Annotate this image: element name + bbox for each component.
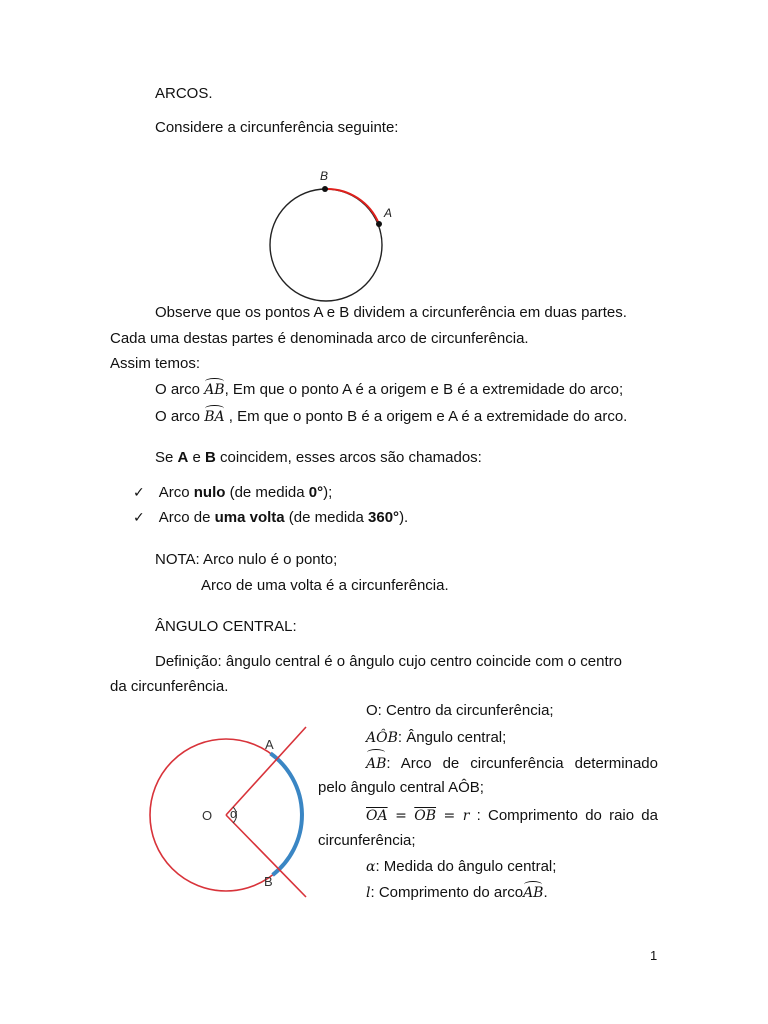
- bullet1-p1: Arco: [158, 484, 194, 501]
- l-end: .: [543, 884, 548, 901]
- alpha-symbol: α: [366, 859, 376, 875]
- arc-ba-text: , Em que o ponto B é a origem e A é a extremidade do arco.: [224, 408, 628, 425]
- bullet-arco-uma-volta: [133, 508, 408, 528]
- label-a: A: [265, 737, 274, 752]
- legend-l: [366, 883, 548, 903]
- bullet2-bold2: 360°: [368, 509, 400, 526]
- arc-ba-symbol: BA: [204, 409, 225, 425]
- bullet2-p2: (de medida: [284, 509, 369, 526]
- bullet1-p2: (de medida: [225, 484, 309, 501]
- section-title-angulo-central: ÂNGULO CENTRAL:: [155, 618, 297, 635]
- point-a: [376, 221, 382, 227]
- legend-oa: [366, 803, 658, 829]
- label-alpha: α: [230, 806, 238, 821]
- coincide-b: B: [205, 449, 216, 466]
- coincide-rest: coincidem, esses arcos são chamados:: [215, 449, 482, 466]
- arc-ab-blue: [271, 753, 302, 875]
- definition-line2: da circunferência.: [110, 678, 229, 695]
- oa-text: : Comprimento do raio da: [469, 807, 658, 824]
- point-b: [322, 186, 328, 192]
- label-o: O: [202, 808, 213, 823]
- r-symbol: r: [462, 808, 470, 824]
- bullet2-p1: Arco de: [158, 509, 215, 526]
- eq2: =: [436, 808, 463, 824]
- checkmark-icon: ✓: [133, 485, 145, 501]
- arc-ab-text: , Em que o ponto A é a origem e B é a extremidade do arco;: [224, 381, 624, 398]
- bullet2-p3: ).: [399, 509, 409, 526]
- label-b: B: [320, 169, 329, 183]
- paragraph-cada: Cada uma destas partes é denominada arco de circunferência.: [110, 330, 529, 347]
- legend-oa-cont: circunferência;: [318, 832, 416, 849]
- checkmark-icon: ✓: [133, 510, 145, 526]
- coincide-se: Se: [155, 449, 178, 466]
- label-a: A: [384, 206, 393, 220]
- legend-ab-cont: pelo ângulo central AÔB;: [318, 779, 484, 796]
- paragraph-observe: Observe que os pontos A e B dividem a circunferência em duas partes.: [155, 304, 627, 321]
- circle-outline: [270, 189, 382, 301]
- bullet1-p3: );: [323, 484, 333, 501]
- arc-ab-definition: [155, 380, 623, 400]
- l-arc-symbol: AB: [523, 885, 544, 901]
- oa-symbol: $\overline{OA}$: [366, 808, 388, 824]
- definition-line1: Definição: ângulo central é o ângulo cujo centro coincide com o centro: [155, 653, 622, 670]
- bullet1-bold2: 0°: [308, 484, 324, 501]
- legend-o: O: Centro da circunferência;: [366, 702, 554, 719]
- intro-text: Considere a circunferência seguinte:: [155, 119, 399, 136]
- nota-line2: Arco de uma volta é a circunferência.: [201, 577, 449, 594]
- legend-aob: [366, 728, 506, 748]
- arc-ba-definition: [155, 407, 627, 427]
- ob-symbol: $\overline{OB}$: [414, 808, 437, 824]
- label-b: B: [264, 874, 273, 889]
- legend-ab: [366, 751, 658, 777]
- coincide-sentence: [155, 448, 482, 468]
- arc-ba-prefix: O arco: [155, 408, 205, 425]
- bullet2-bold1: uma volta: [214, 509, 285, 526]
- arc-ab-red: [325, 189, 379, 224]
- arc-ab-prefix: O arco: [155, 381, 205, 398]
- assim-temos: Assim temos:: [110, 355, 201, 372]
- figure-circle-arc: [255, 160, 415, 310]
- ab-text: : Arco de circunferência determinado: [386, 755, 658, 772]
- aob-text: : Ângulo central;: [397, 729, 507, 746]
- coincide-e: e: [188, 449, 206, 466]
- aob-symbol: AÔB: [366, 730, 398, 746]
- eq1: =: [387, 808, 415, 824]
- bullet1-bold1: nulo: [193, 484, 226, 501]
- l-text: : Comprimento do arco: [370, 884, 524, 901]
- coincide-a: A: [177, 449, 189, 466]
- bullet-arco-nulo: [133, 483, 332, 503]
- alpha-text: : Medida do ângulo central;: [375, 858, 557, 875]
- nota-line1: NOTA: Arco nulo é o ponto;: [155, 551, 338, 568]
- ab-symbol: AB: [366, 751, 386, 777]
- page-number: 1: [650, 948, 658, 963]
- section-title-arcos: ARCOS.: [155, 85, 213, 102]
- figure-central-angle: [135, 725, 315, 905]
- arc-ab-symbol: AB: [204, 382, 225, 398]
- l-symbol: l: [366, 885, 371, 901]
- legend-alpha: [366, 857, 556, 877]
